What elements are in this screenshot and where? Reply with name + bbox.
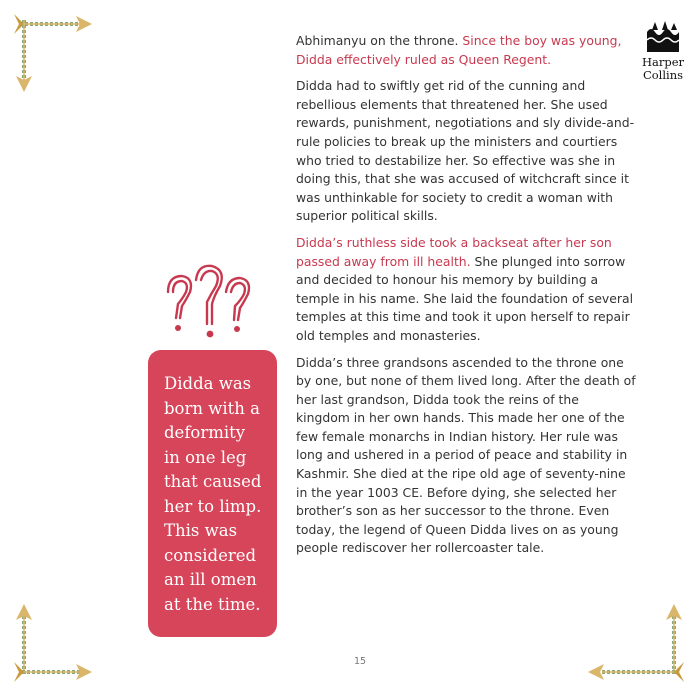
arrow-icon	[14, 662, 92, 682]
page-number: 15	[353, 656, 367, 667]
highlighted-text: Since the boy was young, Didda effectively ruled as Queen Regent.	[296, 33, 622, 67]
fact-callout-text: Didda was born with a deformity in one leg that caused her to limp. This was considered an ill omen at the time.	[164, 374, 262, 614]
arrow-icon	[588, 662, 684, 682]
body-text	[296, 32, 636, 566]
publisher-logo-text: Harper Collins	[641, 55, 685, 82]
paragraph: Didda had to swiftly get rid of the cunning and rebellious elements that threatened her. She used rewards, punishment, negotiations and sly divide-and-rule policies to break up the ministers and courtiers who tried to destabilize her. So effective was she in doing this, that she was accused of witchcraft since it was unthinkable for society to credit a woman with superior political skills.	[296, 78, 635, 224]
arrow-icon	[16, 20, 32, 92]
highlighted-text: Didda’s ruthless side took a backseat after her son passed away from ill health.	[296, 234, 612, 269]
corner-arrow-ornament-bottom-right	[584, 602, 688, 686]
fact-callout-box	[148, 350, 277, 637]
arrow-icon	[666, 604, 682, 674]
paragraph: Didda’s ruthless side took a backseat after her son passed away from ill health. She plunged into sorrow and decided to honour his memory by building a temple in his name. She laid the foundation of several temples at this time and took it upon herself to repair old temples and monasteries.	[296, 234, 634, 343]
corner-arrow-ornament-bottom-left	[10, 602, 94, 686]
question-marks-icon	[160, 262, 260, 348]
corner-arrow-ornament-top-left	[10, 10, 94, 94]
arrow-icon	[16, 604, 32, 674]
fire-water-logo-icon	[647, 18, 679, 52]
publisher-logo	[640, 18, 686, 82]
paragraph: Abhimanyu on the throne. Since the boy was young, Didda effectively ruled as Queen Regent.	[296, 33, 622, 67]
paragraph: Didda’s three grandsons ascended to the throne one by one, but none of them lived long. After the death of her last grandson, Didda took the reins of the kingdom in her own hands. This made her one of the few female monarchs in Indian history. Her rule was long and ushered in a period of peace and stability in Kashmir. She died at the ripe old age of seventy-nine in the year 1003 CE. Before dying, she selected her brother’s son as her successor to the throne. Even today, the legend of Queen Didda lives on as young people rediscover her rollercoaster tale.	[296, 354, 636, 556]
